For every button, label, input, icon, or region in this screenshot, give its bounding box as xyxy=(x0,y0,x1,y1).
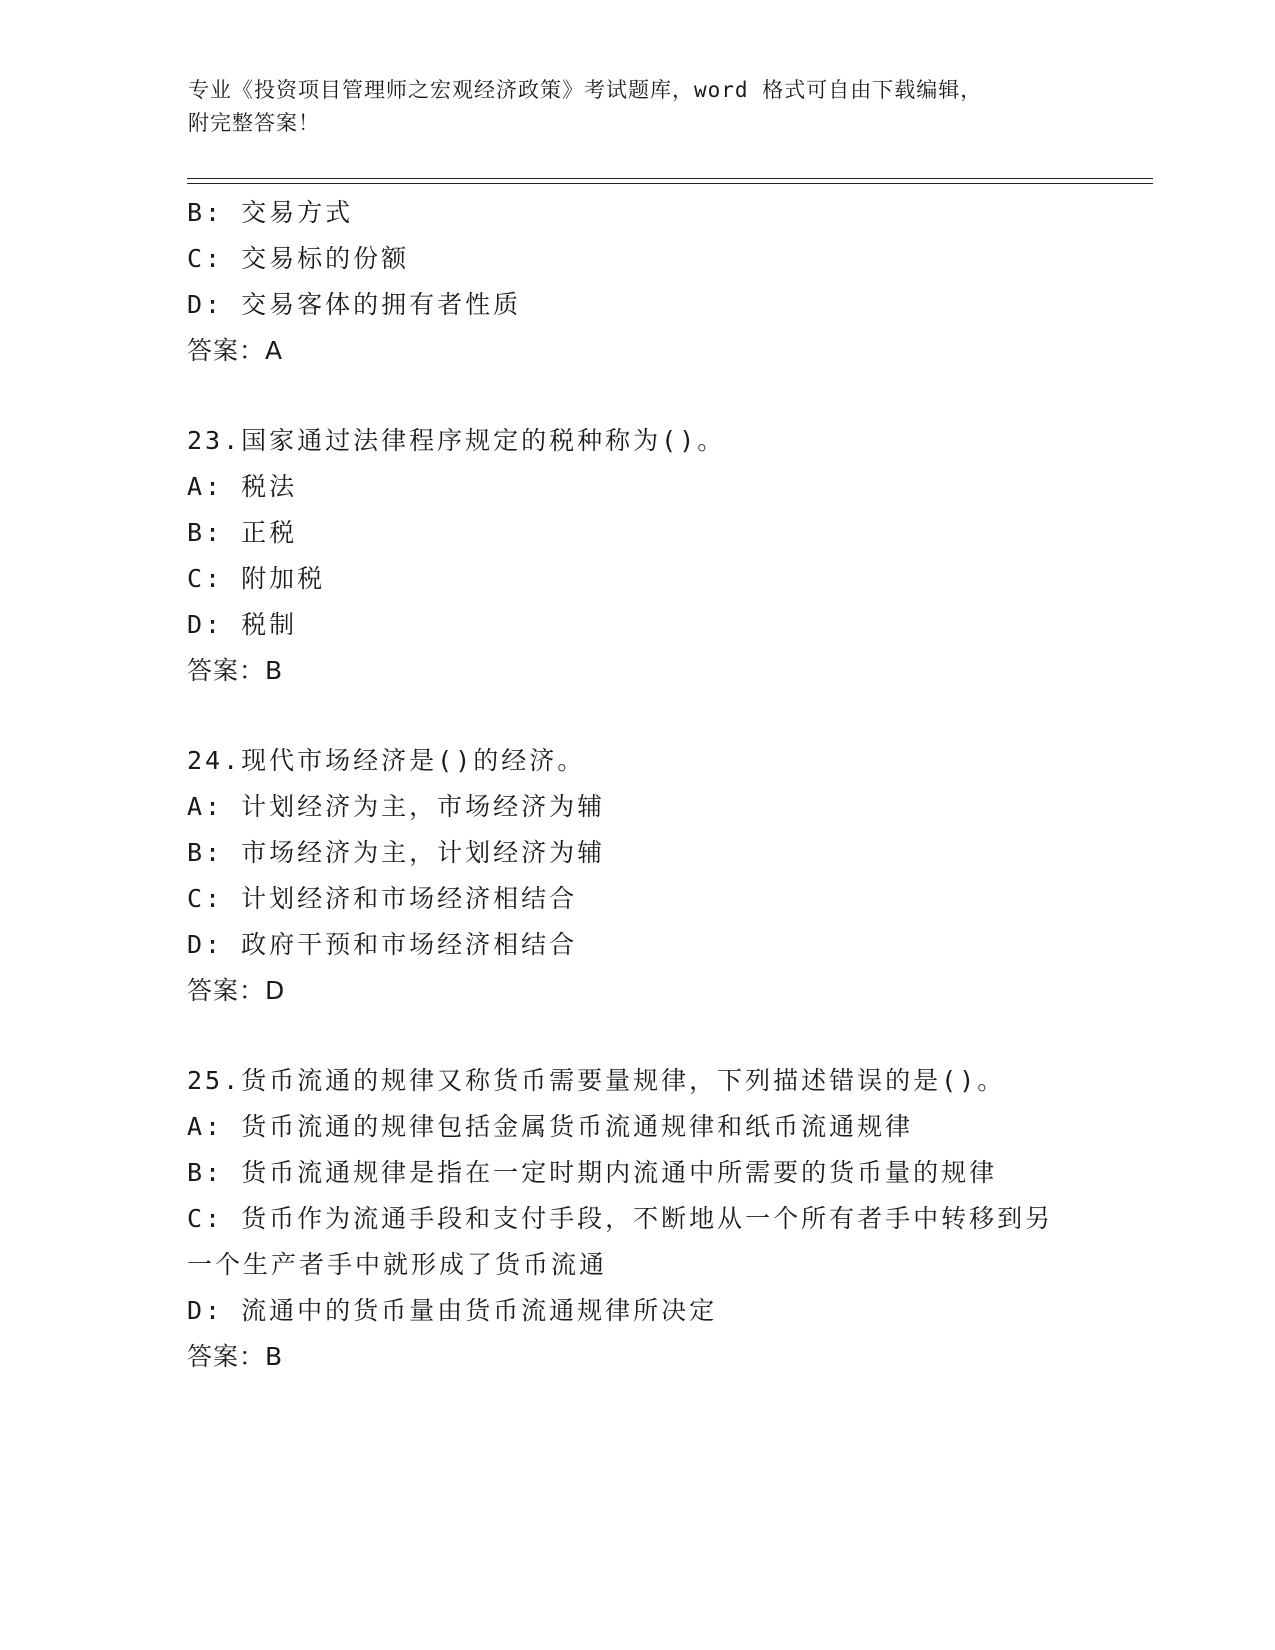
question-22 xyxy=(187,190,1087,374)
option-b: B: 正税 xyxy=(187,518,298,547)
option-b: B: 交易方式 xyxy=(187,198,354,227)
option-d: D: 政府干预和市场经济相结合 xyxy=(187,930,578,959)
option-d: D: 流通中的货币量由货币流通规律所决定 xyxy=(187,1296,718,1325)
option-b: B: 市场经济为主，计划经济为辅 xyxy=(187,838,606,867)
question-25 xyxy=(187,1058,1087,1380)
option-d: D: 交易客体的拥有者性质 xyxy=(187,290,522,319)
answer: 答案：A xyxy=(187,336,284,365)
option-c: C: 计划经济和市场经济相结合 xyxy=(187,884,578,913)
header-line-2: 附完整答案！ xyxy=(188,111,320,135)
answer: 答案：D xyxy=(187,976,286,1005)
header-divider-top xyxy=(187,178,1153,179)
option-a: A: 计划经济为主，市场经济为辅 xyxy=(187,792,606,821)
option-d: D: 税制 xyxy=(187,610,298,639)
option-c-line-2: 一个生产者手中就形成了货币流通 xyxy=(187,1250,608,1279)
option-b: B: 货币流通规律是指在一定时期内流通中所需要的货币量的规律 xyxy=(187,1158,998,1187)
header-line-1: 专业《投资项目管理师之宏观经济政策》考试题库，word 格式可自由下载编辑， xyxy=(188,78,983,102)
option-c-line-1: C: 货币作为流通手段和支付手段，不断地从一个所有者手中转移到另 xyxy=(187,1204,1054,1233)
option-a: A: 货币流通的规律包括金属货币流通规律和纸币流通规律 xyxy=(187,1112,914,1141)
document-header xyxy=(188,74,1088,140)
question-23 xyxy=(187,418,1087,694)
option-c: C: 交易标的份额 xyxy=(187,244,410,273)
answer: 答案：B xyxy=(187,656,284,685)
option-a: A: 税法 xyxy=(187,472,298,501)
option-c: C: 附加税 xyxy=(187,564,326,593)
header-divider-bottom xyxy=(187,183,1153,184)
question-text: 24.现代市场经济是()的经济。 xyxy=(187,746,586,775)
question-list xyxy=(187,190,1087,1380)
question-text: 25.货币流通的规律又称货币需要量规律，下列描述错误的是()。 xyxy=(187,1066,1006,1095)
answer: 答案：B xyxy=(187,1342,284,1371)
question-24 xyxy=(187,738,1087,1014)
question-text: 23.国家通过法律程序规定的税种称为()。 xyxy=(187,426,726,455)
